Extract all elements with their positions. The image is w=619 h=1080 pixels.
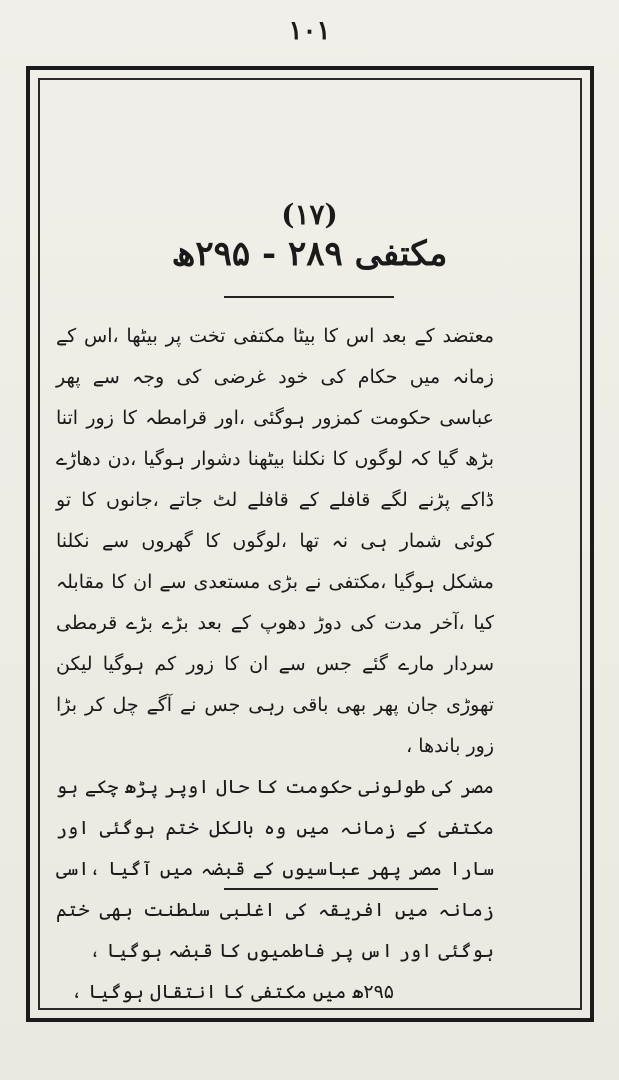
end-rule — [224, 888, 438, 890]
chapter-number: (١٧) — [281, 198, 338, 231]
title-underline — [224, 296, 394, 298]
chapter-body — [56, 316, 564, 1013]
chapter-title: مکتفی ۲۸۹ - ۲۹۵ھ — [171, 234, 448, 274]
paragraph-3: ۲۹۵ھ میں مکتفی کا انتقال ہوگیا ، — [71, 981, 394, 1003]
page-number: ١٠١ — [288, 16, 331, 46]
paragraph-2: مصر کی طولونی حکومت کا حال اوپر پڑھ چکے ہو مکتفی کے زمانہ میں وہ بالکل ختم ہوگئی اور سارا مصر پھر عباسیوں کے قبضہ میں آگیا ،اسی زمانہ میں افریقہ کی اغلبی سلطنت بھی ختم ہوگئی اور اس پر فاطمیوں کا قبضہ ہوگیا ، — [56, 776, 494, 962]
paragraph-1: معتضد کے بعد اس کا بیٹا مکتفی تخت پر بیٹھا ،اس کے زمانہ میں حکام کی خود غرضی کی وجہ سے پھر عباسی حکومت کمزور ہوگئی ،اور قرامطہ کا زور اتنا بڑھ گیا کہ لوگوں کا نکلنا بیٹھنا دشوار ہوگیا ،دن دھاڑے ڈاکے پڑنے لگے قافلے کے قافلے لٹ جاتے ،جانوں کا تو کوئی شمار ہی نہ تھا ،لوگوں کا گھروں سے نکلنا مشکل ہوگیا ،مکتفی نے بڑی مستعدی سے ان کا مقابلہ کیا ،آخر مدت کی دوڑ دھوپ کے بعد بڑے بڑے قرمطی سردار مارے گئے جس سے ان کا زور کم ہوگیا لیکن تھوڑی جان پھر بھی باقی رہی جس نے آگے چل کر بڑا زور باندھا ، — [56, 325, 494, 757]
